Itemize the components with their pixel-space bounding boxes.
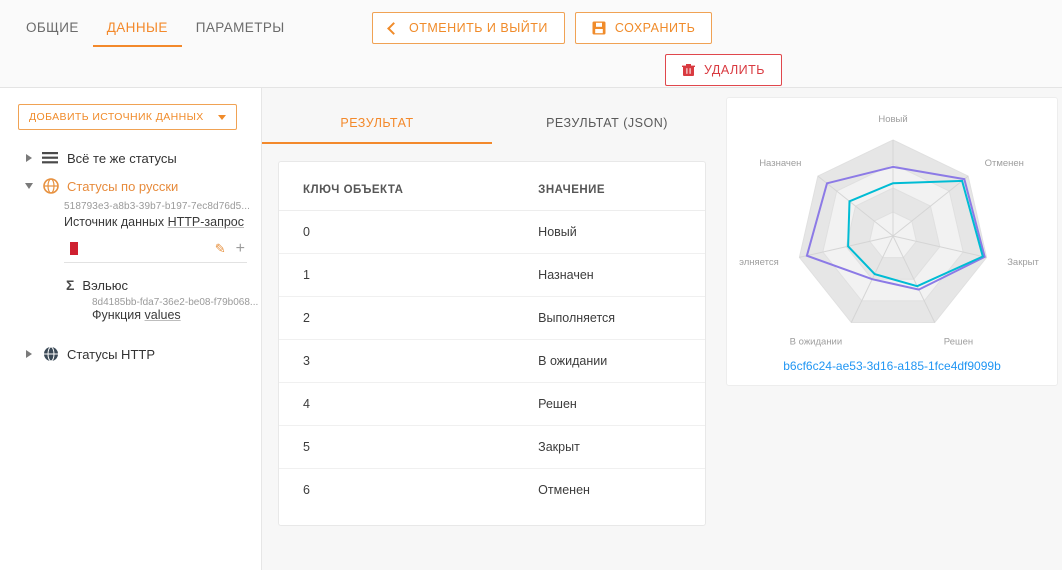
tree-label-values: Вэльюс	[82, 277, 129, 293]
column-header-value: ЗНАЧЕНИЕ	[508, 162, 705, 211]
chart-id-label[interactable]: b6cf6c24-ae53-3d16-a185-1fce4df9099b	[783, 359, 1001, 373]
svg-text:Отменен: Отменен	[984, 158, 1024, 169]
source-type-value[interactable]: HTTP-запрос	[167, 215, 245, 229]
cell-value: Решен	[508, 383, 705, 426]
svg-text:Закрыт: Закрыт	[1007, 257, 1039, 269]
list-icon	[42, 150, 59, 167]
tree-row-all-statuses[interactable]	[22, 144, 261, 172]
tree-node-statuses-ru	[0, 172, 261, 322]
top-tabs	[12, 14, 299, 47]
tab-parameters[interactable]: ПАРАМЕТРЫ	[195, 20, 285, 35]
save-button[interactable]	[575, 12, 712, 44]
cell-key: 1	[279, 254, 508, 297]
trash-icon	[682, 63, 695, 77]
cancel-exit-button[interactable]	[372, 12, 565, 44]
table-row[interactable]	[279, 383, 705, 426]
value-function-line	[92, 308, 261, 322]
table-header-row	[279, 162, 705, 211]
tab-general[interactable]: ОБЩИЕ	[26, 20, 79, 35]
table-row[interactable]	[279, 469, 705, 512]
action-row-primary	[372, 12, 792, 44]
add-data-source-button[interactable]	[18, 104, 237, 130]
tree-row-statuses-ru[interactable]	[22, 172, 261, 200]
tab-data[interactable]: ДАННЫЕ	[93, 14, 182, 47]
edit-pencil-icon[interactable]: ✎	[214, 240, 226, 256]
tree-label-statuses-http: Статусы HTTP	[67, 346, 155, 362]
result-panel	[262, 88, 722, 570]
expand-arrow-icon[interactable]	[24, 154, 34, 162]
tree-node-statuses-http	[0, 340, 261, 368]
color-swatch[interactable]	[70, 242, 78, 255]
add-plus-icon[interactable]: +	[235, 239, 245, 257]
svg-text:Решен: Решен	[943, 336, 974, 348]
source-edit-bar	[64, 235, 247, 263]
action-row-secondary	[372, 54, 792, 86]
globe-dark-icon	[42, 346, 59, 363]
radar-chart-card	[726, 97, 1058, 386]
tree-row-statuses-http[interactable]	[22, 340, 261, 368]
radar-chart	[727, 98, 1059, 387]
result-table	[279, 162, 705, 511]
table-row[interactable]	[279, 426, 705, 469]
save-disk-icon	[592, 21, 606, 35]
preview-panel	[722, 88, 1062, 570]
cell-key: 5	[279, 426, 508, 469]
cell-value: Закрыт	[508, 426, 705, 469]
data-source-tree	[0, 144, 261, 368]
expand-arrow-icon-2[interactable]	[24, 350, 34, 358]
cell-value: Новый	[508, 211, 705, 254]
cell-key: 4	[279, 383, 508, 426]
cell-key: 6	[303, 483, 310, 497]
chevron-down-icon	[218, 115, 226, 120]
tree-label-all-statuses: Всё те же статусы	[67, 150, 177, 166]
data-sources-panel	[0, 88, 262, 570]
chevron-left-icon	[389, 24, 400, 33]
column-header-key: КЛЮЧ ОБЪЕКТА	[279, 162, 508, 211]
table-row[interactable]	[279, 254, 705, 297]
svg-text:В ожидании: В ожидании	[789, 336, 843, 348]
value-uuid: 8d4185bb-fda7-36e2-be08-f79b068...	[92, 297, 259, 308]
source-uuid: 518793e3-a8b3-39b7-b197-7ec8d76d5...	[64, 201, 250, 212]
source-type-line	[64, 215, 261, 229]
action-buttons	[372, 12, 792, 86]
cell-key: 2	[279, 297, 508, 340]
table-row[interactable]	[279, 297, 705, 340]
globe-icon	[42, 178, 59, 195]
collapse-arrow-icon[interactable]	[24, 183, 34, 189]
cell-value: В ожидании	[508, 340, 705, 383]
value-function-value[interactable]: values	[144, 308, 181, 322]
cell-value: Выполняется	[508, 297, 705, 340]
cell-key: 3	[279, 340, 508, 383]
result-table-card	[278, 161, 706, 526]
cancel-exit-label: ОТМЕНИТЬ И ВЫЙТИ	[409, 21, 548, 35]
cell-key: 0	[279, 211, 508, 254]
tree-node-all-statuses	[0, 144, 261, 172]
source-type-prefix: Источник данных	[64, 215, 165, 229]
sigma-icon: Σ	[66, 277, 75, 293]
delete-label: УДАЛИТЬ	[704, 63, 765, 77]
top-bar	[0, 0, 1062, 88]
cell-value: Назначен	[508, 254, 705, 297]
svg-text:Назначен: Назначен	[759, 158, 802, 169]
table-row[interactable]	[279, 340, 705, 383]
tree-node-values	[22, 273, 261, 322]
tree-label-statuses-ru: Статусы по русски	[67, 178, 179, 194]
result-tabs	[262, 116, 722, 144]
value-function-prefix: Функция	[92, 308, 142, 322]
svg-text:элняется: элняется	[739, 257, 779, 269]
add-data-source-label: ДОБАВИТЬ ИСТОЧНИК ДАННЫХ	[29, 111, 204, 123]
save-label: СОХРАНИТЬ	[614, 21, 696, 35]
delete-button[interactable]	[665, 54, 782, 86]
tab-result-json[interactable]: РЕЗУЛЬТАТ (JSON)	[546, 116, 668, 130]
table-row[interactable]	[279, 211, 705, 254]
tab-result[interactable]: РЕЗУЛЬТАТ	[262, 116, 492, 144]
cell-value: Отменен	[538, 483, 590, 497]
svg-text:Новый: Новый	[878, 113, 908, 125]
tree-row-values[interactable]	[66, 273, 261, 297]
